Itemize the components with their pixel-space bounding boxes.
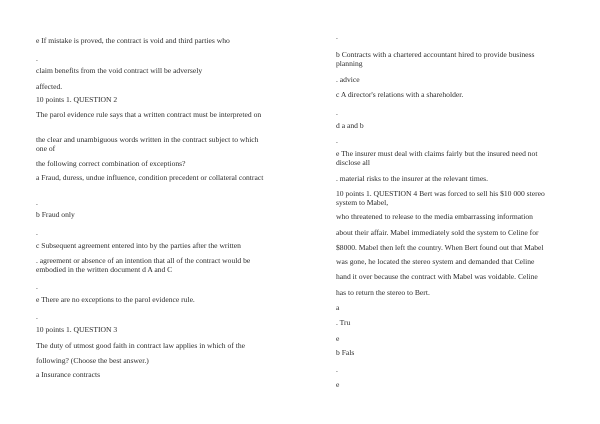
text-line: . advice [336, 75, 360, 84]
question-heading: 10 points 1. QUESTION 2 [36, 95, 118, 104]
answer-option: d a and b [336, 121, 364, 130]
text-line: . agreement or absence of an intention that all of the contract would be embodied in the written document d A and C [36, 256, 251, 274]
text-line: . [36, 282, 38, 291]
text-line: The parol evidence rule says that a written contract must be interpreted on [36, 110, 262, 119]
text-line: has to return the stereo to Bert. [336, 288, 430, 297]
text-line: . Tru [336, 318, 351, 327]
text-line: . [336, 136, 338, 145]
text-line: . [336, 365, 338, 374]
text-line: . [36, 228, 38, 237]
text-line: . [336, 32, 338, 41]
text-line: . [36, 54, 38, 63]
text-line: about their affair. Mabel immediately sold the system to Celine for [336, 228, 539, 237]
text-line: hand it over because the contract with Mabel was voidable. Celine [336, 272, 538, 281]
text-line: . material risks to the insurer at the relevant times. [336, 174, 489, 183]
text-line: was gone, he located the stereo system and demanded that Celine [336, 257, 535, 266]
answer-option: a Fraud, duress, undue influence, condition precedent or collateral contract [36, 173, 264, 182]
answer-option: c A director's relations with a shareholder. [336, 90, 464, 99]
text-line: following? (Choose the best answer.) [36, 356, 149, 365]
answer-option: b Fals [336, 348, 355, 357]
question-heading: 10 points 1. QUESTION 3 [36, 325, 118, 334]
text-line: e [336, 380, 340, 389]
text-line: who threatened to release to the media embarrassing information [336, 212, 533, 221]
text-line: the following correct combination of exceptions? [36, 159, 186, 168]
text-line: claim benefits from the void contract will be adversely [36, 66, 203, 75]
answer-option: b Contracts with a chartered accountant hired to provide business planning [336, 50, 535, 68]
text-line: The duty of utmost good faith in contract law applies in which of the [36, 341, 245, 350]
text-line: $8000. Mabel then left the country. When Bert found out that Mabel [336, 243, 544, 252]
answer-option: e The insurer must deal with claims fairly but the insured need not disclose all [336, 149, 538, 167]
text-line: e If mistake is proved, the contract is void and third parties who [36, 36, 230, 45]
text-line: . [336, 108, 338, 117]
text-line: affected. [36, 82, 63, 91]
text-line: e [336, 334, 340, 343]
answer-option: b Fraud only [36, 210, 75, 219]
answer-option: a Insurance contracts [36, 370, 101, 379]
text-line: . [36, 198, 38, 207]
text-line: the clear and unambiguous words written in the contract subject to which one of [36, 135, 259, 153]
text-line: . [36, 312, 38, 321]
answer-option: e There are no exceptions to the parol evidence rule. [36, 295, 195, 304]
answer-option: a [336, 303, 340, 312]
question-heading: 10 points 1. QUESTION 4 Bert was forced to sell his $10 000 stereo system to Mabel, [336, 189, 545, 207]
answer-option: c Subsequent agreement entered into by the parties after the written [36, 241, 241, 250]
